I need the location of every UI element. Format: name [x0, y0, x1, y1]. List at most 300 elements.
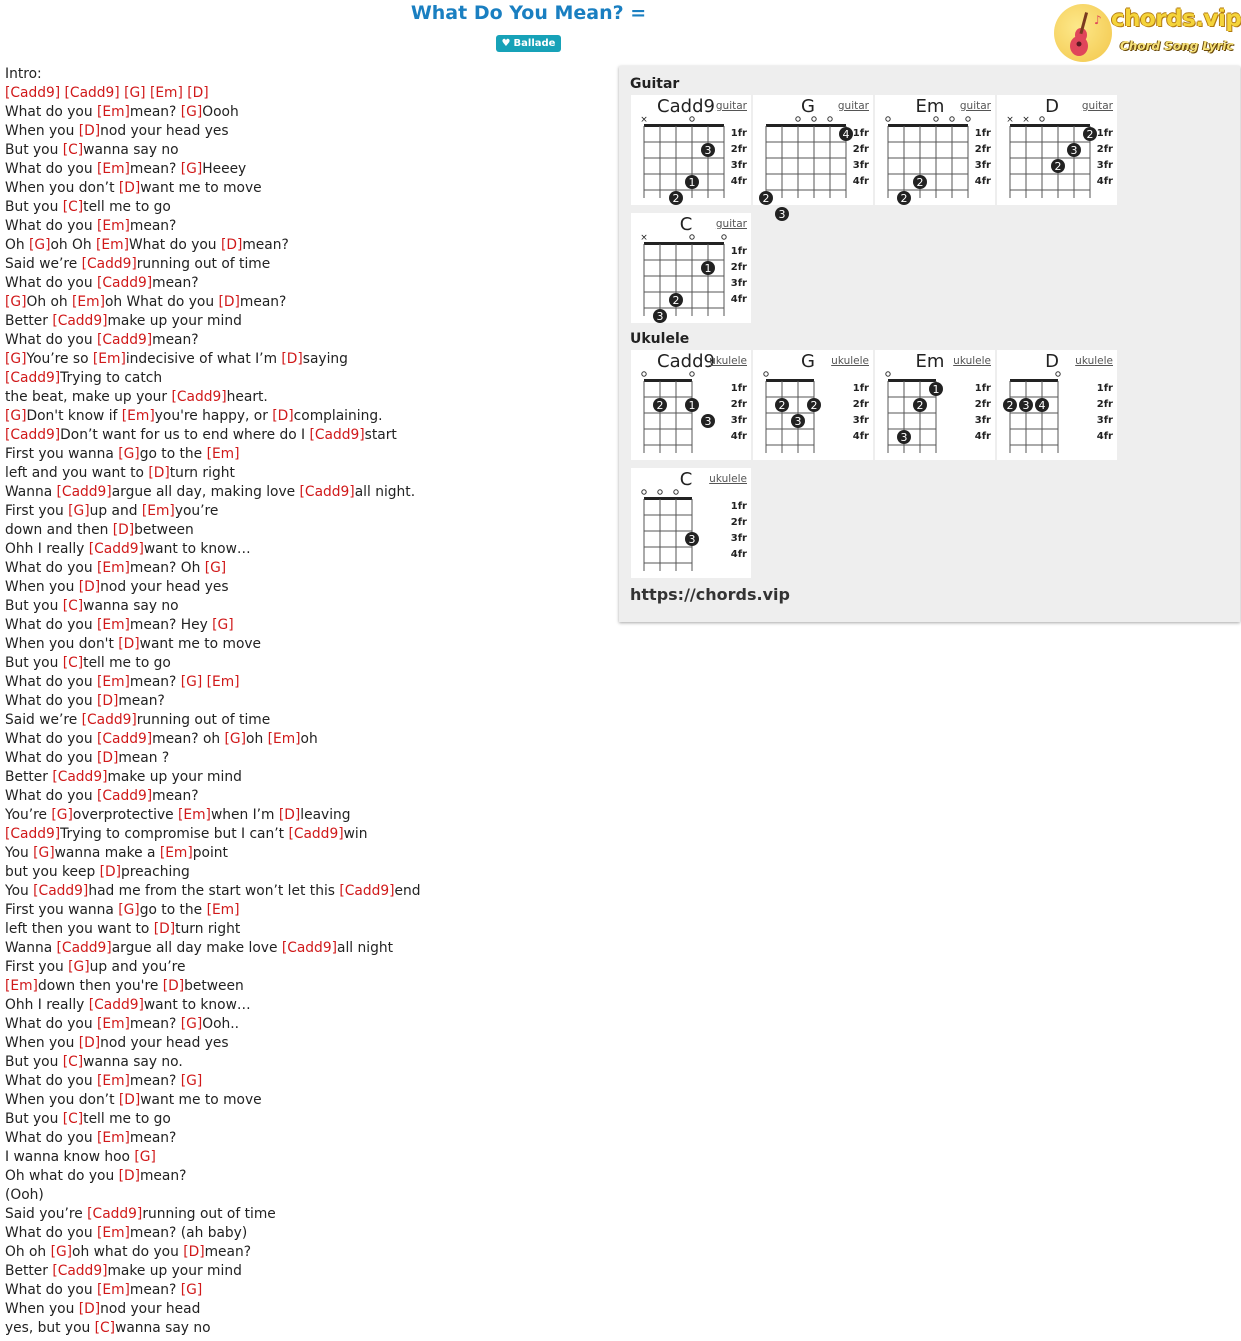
chord-link[interactable]: [Em] [206, 674, 240, 690]
chord-diagram-em[interactable] [875, 350, 995, 460]
chord-link[interactable]: [Em] [206, 446, 240, 462]
lyric-text: Intro: [5, 66, 42, 82]
heart-icon: ♥ [501, 38, 511, 49]
chord-link[interactable]: [Em] [96, 161, 130, 177]
lyric-line [5, 996, 605, 1015]
chord-link[interactable]: [G] [180, 1016, 203, 1032]
lyric-line [5, 958, 605, 977]
chord-link[interactable]: [D] [220, 237, 243, 253]
chord-link[interactable]: [D] [112, 522, 135, 538]
lyric-line [5, 483, 605, 502]
chord-link[interactable]: [G] [50, 1244, 73, 1260]
lyric-text: make up your mind [107, 313, 242, 329]
fret-label: 3fr [730, 278, 747, 289]
chord-link[interactable]: [D] [278, 807, 301, 823]
lyric-text: oh [246, 731, 268, 747]
lyric-text: mean? oh [152, 731, 225, 747]
fret-label: 1fr [974, 128, 991, 139]
chord-link[interactable]: [C] [62, 142, 84, 158]
chord-link[interactable]: [G] [180, 161, 203, 177]
svg-text:3: 3 [794, 415, 802, 428]
chord-link[interactable]: [Em] [96, 237, 129, 253]
chord-link[interactable]: [D] [78, 1035, 101, 1051]
chord-diagram-g[interactable] [753, 350, 873, 460]
chord-link[interactable]: [Cadd9] [96, 731, 153, 747]
svg-text:2: 2 [916, 176, 924, 189]
chord-link[interactable]: [G] [68, 503, 90, 519]
lyric-text: you’re [174, 503, 219, 519]
chord-link[interactable]: [Cadd9] [299, 484, 355, 500]
lyric-line [5, 217, 605, 236]
chord-link[interactable]: [Cadd9] [288, 826, 344, 842]
chord-link[interactable]: [Em] [96, 1282, 130, 1298]
lyric-text: end [394, 883, 421, 899]
lyric-text: heart. [226, 389, 268, 405]
chord-name: Cadd9 [657, 96, 715, 117]
lyric-text: nod your head yes [100, 579, 229, 595]
lyric-text: mean? [139, 1168, 187, 1184]
lyric-line [5, 1224, 605, 1243]
svg-text:×: × [640, 233, 648, 243]
chord-name: Em [915, 351, 945, 372]
chord-link[interactable]: [G] [180, 104, 203, 120]
lyric-line [5, 806, 605, 825]
chord-name: D [1045, 96, 1059, 117]
fret-label: 3fr [1096, 160, 1113, 171]
chord-link[interactable]: [G] [5, 294, 27, 310]
lyric-text: oh Oh [50, 237, 97, 253]
svg-text:2: 2 [916, 399, 924, 412]
chord-link[interactable]: [Em] [72, 294, 105, 310]
lyric-text: You [5, 845, 34, 861]
svg-text:3: 3 [704, 144, 712, 157]
chord-link[interactable]: [D] [187, 85, 209, 101]
chord-link[interactable]: [C] [62, 598, 84, 614]
lyric-text: Said we’re [5, 712, 82, 728]
lyric-text: When you don’t [5, 1092, 119, 1108]
lyric-line [5, 749, 605, 768]
lyric-text: What do you [5, 560, 97, 576]
lyric-text: mean? [129, 104, 181, 120]
chord-link[interactable]: [Em] [141, 503, 175, 519]
lyric-line [5, 350, 605, 369]
lyric-text: wanna say no [83, 142, 179, 158]
chord-link[interactable]: [D] [78, 1301, 101, 1317]
lyric-line [5, 502, 605, 521]
chord-link[interactable]: [Cadd9] [5, 427, 61, 443]
lyric-text: had me from the start won’t let this [88, 883, 340, 899]
lyric-text: mean? [118, 693, 165, 709]
chord-link[interactable]: [Em] [96, 617, 130, 633]
lyric-line [5, 768, 605, 787]
svg-text:2: 2 [778, 399, 786, 412]
chord-diagram-em[interactable] [875, 95, 995, 205]
chord-link[interactable]: [Cadd9] [171, 389, 227, 405]
lyric-text: turn right [175, 921, 241, 937]
fret-label: 1fr [730, 501, 747, 512]
lyric-text: But you [5, 655, 63, 671]
chord-link[interactable]: [D] [162, 978, 185, 994]
chord-link[interactable]: [D] [78, 123, 101, 139]
chord-link[interactable]: [D] [78, 579, 101, 595]
svg-text:4: 4 [1038, 399, 1046, 412]
instrument-link[interactable]: guitar [715, 218, 747, 230]
lyric-text: but you keep [5, 864, 100, 880]
lyric-text: when I’m [210, 807, 279, 823]
lyric-line [5, 160, 605, 179]
instrument-link[interactable]: ukulele [831, 355, 869, 367]
chord-link[interactable]: [Cadd9] [339, 883, 395, 899]
instrument-link[interactable]: ukulele [953, 355, 991, 367]
chord-link[interactable]: [D] [281, 351, 303, 367]
lyric-line [5, 597, 605, 616]
lyric-text: running out of time [142, 1206, 276, 1222]
chord-link[interactable]: [Em] [121, 408, 155, 424]
chord-link[interactable]: [G] [118, 446, 140, 462]
lyric-text: go to the [139, 902, 207, 918]
lyric-text: What do you [5, 1073, 97, 1089]
chord-link[interactable]: [C] [62, 655, 84, 671]
lyric-line [5, 426, 605, 445]
instrument-link[interactable]: guitar [1081, 100, 1113, 112]
fret-label: 4fr [730, 431, 747, 442]
lyric-line [5, 1034, 605, 1053]
chord-link[interactable]: [Cadd9] [96, 275, 153, 291]
chord-link[interactable]: [Em] [96, 104, 130, 120]
lyric-text: (Ooh) [5, 1187, 44, 1203]
chord-link[interactable]: [Em] [178, 807, 211, 823]
lyric-line [5, 939, 605, 958]
chord-link[interactable]: [Em] [96, 560, 130, 576]
chord-link[interactable]: [Cadd9] [52, 1263, 108, 1279]
lyric-line [5, 540, 605, 559]
lyric-text: argue all day make love [111, 940, 282, 956]
chord-link[interactable]: [C] [94, 1320, 116, 1336]
chord-link[interactable]: [G] [5, 351, 27, 367]
lyric-text: argue all day, making love [111, 484, 300, 500]
chord-link[interactable]: [Cadd9] [56, 940, 112, 956]
instrument-link[interactable]: guitar [837, 100, 869, 112]
lyric-text: But you [5, 1054, 63, 1070]
fret-label: 4fr [852, 176, 869, 187]
chord-link[interactable]: [Cadd9] [52, 313, 108, 329]
chord-link[interactable]: [G] [51, 807, 73, 823]
lyric-text: I wanna know hoo [5, 1149, 135, 1165]
chord-link[interactable]: [Em] [96, 218, 130, 234]
lyric-text: nod your head yes [100, 1035, 229, 1051]
lyric-text: What do you [5, 104, 97, 120]
chord-link[interactable]: [Em] [96, 1130, 130, 1146]
chord-link[interactable]: [C] [62, 199, 84, 215]
lyric-text: What do you [5, 788, 97, 804]
lyric-text: point [192, 845, 228, 861]
chord-link[interactable]: [D] [96, 750, 119, 766]
chord-link[interactable]: [Cadd9] [5, 826, 61, 842]
lyric-text: Oh oh [26, 294, 73, 310]
page-header [0, 0, 1240, 66]
lyric-text: What do you [5, 218, 97, 234]
lyric-line [5, 103, 605, 122]
lyric-text: complaining. [293, 408, 383, 424]
svg-text:2: 2 [672, 294, 680, 307]
lyric-text: Oh oh [5, 1244, 51, 1260]
lyric-line [5, 977, 605, 996]
fret-label: 3fr [1096, 415, 1113, 426]
chord-link[interactable]: [Cadd9] [33, 883, 89, 899]
lyric-text: What do you [5, 332, 97, 348]
lyric-text: mean? [204, 1244, 252, 1260]
chord-link[interactable]: [Cadd9] [96, 788, 153, 804]
lyric-text: oh What do you [104, 294, 219, 310]
chord-link[interactable]: [G] [204, 560, 227, 576]
chord-diagram-panel [619, 66, 1240, 622]
lyric-text: mean? [129, 1073, 181, 1089]
chord-link[interactable]: [Cadd9] [309, 427, 365, 443]
lyric-text: Ohh I really [5, 541, 89, 557]
chord-link[interactable]: [Cadd9] [96, 332, 153, 348]
chord-link[interactable]: [D] [183, 1244, 205, 1260]
lyric-text: What do you [5, 1130, 97, 1146]
instrument-link[interactable]: ukulele [1075, 355, 1113, 367]
lyric-text: Heeey [202, 161, 247, 177]
chord-name: C [679, 469, 693, 490]
chord-link[interactable]: [D] [148, 465, 170, 481]
lyric-text: mean? [239, 294, 287, 310]
lyric-text: go to the [139, 446, 207, 462]
fret-label: 3fr [730, 415, 747, 426]
lyric-line [5, 521, 605, 540]
lyric-line [5, 179, 605, 198]
svg-text:3: 3 [1022, 399, 1030, 412]
chord-diagram-cadd9[interactable] [631, 350, 751, 460]
chord-name: G [801, 351, 815, 372]
lyric-text: But you [5, 1111, 63, 1127]
song-title[interactable]: What Do You Mean? = [410, 2, 647, 24]
lyric-line [5, 369, 605, 388]
lyric-text: mean? [242, 237, 289, 253]
lyric-text: Oh what do you [5, 1168, 119, 1184]
lyric-text: overprotective [72, 807, 178, 823]
chord-link[interactable]: [Cadd9] [5, 370, 61, 386]
chord-link[interactable]: [Em] [159, 845, 193, 861]
lyric-line [5, 844, 605, 863]
lyric-text: wanna say no. [83, 1054, 183, 1070]
chord-link[interactable]: [Em] [92, 351, 126, 367]
chord-link[interactable]: [Em] [96, 1073, 130, 1089]
lyric-line [5, 901, 605, 920]
fret-label: 3fr [974, 415, 991, 426]
lyric-text: When you [5, 579, 79, 595]
chord-diagram-d[interactable] [997, 95, 1117, 205]
instrument-link[interactable]: ukulele [709, 355, 747, 367]
chord-link[interactable]: [Em] [149, 85, 183, 101]
chord-link[interactable]: [G] [118, 902, 140, 918]
chord-link[interactable]: [D] [272, 408, 294, 424]
chord-link[interactable]: [Cadd9] [5, 85, 61, 101]
chord-diagram-c[interactable] [631, 468, 751, 578]
chord-link[interactable]: [Cadd9] [56, 484, 112, 500]
chord-link[interactable]: [D] [153, 921, 176, 937]
fret-label: 1fr [730, 128, 747, 139]
chord-link[interactable]: [Cadd9] [81, 712, 137, 728]
chord-link[interactable]: [D] [96, 693, 119, 709]
chord-link[interactable]: [G] [29, 237, 51, 253]
svg-text:2: 2 [762, 192, 770, 205]
lyric-line [5, 920, 605, 939]
chord-link[interactable]: [Em] [206, 902, 240, 918]
chord-diagram-d[interactable] [997, 350, 1117, 460]
lyric-line [5, 255, 605, 274]
site-url-link[interactable]: https://chords.vip [630, 585, 790, 604]
chord-link[interactable]: [D] [118, 1168, 140, 1184]
chord-link[interactable]: [Em] [96, 674, 130, 690]
chord-link[interactable]: [G] [5, 408, 27, 424]
lyric-text: mean? [152, 275, 199, 291]
lyric-text: wanna make a [54, 845, 160, 861]
lyric-text: between [184, 978, 244, 994]
lyric-line [5, 635, 605, 654]
lyric-text: Ohh I really [5, 997, 89, 1013]
chord-link[interactable]: [D] [218, 294, 240, 310]
lyric-text: First you wanna [5, 902, 119, 918]
fret-label: 1fr [730, 383, 747, 394]
chord-diagram-g[interactable] [753, 95, 873, 221]
lyric-text: Better [5, 313, 53, 329]
fret-label: 4fr [852, 431, 869, 442]
lyric-text: running out of time [136, 256, 271, 272]
fret-label: 3fr [852, 415, 869, 426]
lyric-text: down then you're [37, 978, 163, 994]
chord-link[interactable]: [Cadd9] [64, 85, 120, 101]
lyric-text: mean? [129, 161, 181, 177]
lyric-line [5, 122, 605, 141]
lyric-line [5, 1072, 605, 1091]
lyric-text: What do you [5, 275, 97, 291]
lyric-line [5, 578, 605, 597]
fret-label: 1fr [1096, 128, 1113, 139]
lyric-line [5, 1186, 605, 1205]
chord-name: G [801, 96, 815, 117]
lyric-text: tell me to go [83, 655, 171, 671]
lyric-line [5, 1110, 605, 1129]
instrument-link[interactable]: ukulele [709, 473, 747, 485]
chord-link[interactable]: [D] [118, 636, 140, 652]
chord-link[interactable]: [C] [62, 1111, 84, 1127]
fret-label: 2fr [1096, 144, 1113, 155]
lyric-text: Trying to compromise but I can’t [60, 826, 289, 842]
svg-text:×: × [1022, 115, 1030, 125]
ukulele-heading: Ukulele [630, 331, 690, 347]
svg-text:3: 3 [778, 208, 786, 221]
site-logo[interactable] [1054, 2, 1241, 64]
chord-link[interactable]: [Em] [5, 978, 38, 994]
chord-link[interactable]: [Cadd9] [52, 769, 108, 785]
lyric-text: What do you [5, 674, 97, 690]
chord-link[interactable]: [Cadd9] [87, 1206, 143, 1222]
svg-text:2: 2 [1086, 128, 1094, 141]
fret-label: 2fr [730, 399, 747, 410]
lyric-line [5, 673, 605, 692]
chord-link[interactable]: [G] [180, 674, 203, 690]
lyric-text: want to know… [143, 541, 251, 557]
fret-label: 4fr [730, 294, 747, 305]
lyric-line [5, 863, 605, 882]
lyric-text: What do you [5, 1016, 97, 1032]
svg-text:2: 2 [656, 399, 664, 412]
lyric-text: all night. [354, 484, 416, 500]
instrument-link[interactable]: guitar [959, 100, 991, 112]
lyric-text: wanna say no [83, 598, 179, 614]
chord-link[interactable]: [D] [118, 1092, 141, 1108]
chord-link[interactable]: [G] [33, 845, 55, 861]
svg-text:1: 1 [688, 399, 696, 412]
lyric-line [5, 1319, 605, 1338]
chord-link[interactable]: [Cadd9] [88, 541, 144, 557]
chord-diagram-cadd9[interactable] [631, 95, 751, 205]
lyric-text: Ooh.. [202, 1016, 240, 1032]
chord-link[interactable]: [Cadd9] [281, 940, 337, 956]
lyric-line [5, 464, 605, 483]
chord-link[interactable]: [G] [212, 617, 234, 633]
chord-link[interactable]: [D] [118, 180, 141, 196]
lyric-text: But you [5, 142, 63, 158]
lyric-text: What do you [5, 750, 97, 766]
svg-text:2: 2 [1006, 399, 1014, 412]
lyric-text: mean? Hey [129, 617, 213, 633]
lyric-text: What do you [128, 237, 221, 253]
lyric-text: mean? [129, 1130, 177, 1146]
lyric-text: Don't know if [26, 408, 122, 424]
chord-link[interactable]: [G] [134, 1149, 156, 1165]
chord-link[interactable]: [G] [180, 1073, 203, 1089]
lyric-line [5, 730, 605, 749]
lyric-text: want me to move [140, 1092, 262, 1108]
fret-label: 2fr [974, 399, 991, 410]
chord-link[interactable]: [C] [62, 1054, 84, 1070]
chord-link[interactable]: [Em] [267, 731, 301, 747]
lyric-text: You’re [5, 807, 52, 823]
chord-link[interactable]: [D] [99, 864, 122, 880]
lyric-text: What do you [5, 617, 97, 633]
chord-link[interactable]: [G] [180, 1282, 203, 1298]
lyric-text: down and then [5, 522, 113, 538]
chord-link[interactable]: [G] [124, 85, 146, 101]
chord-link[interactable]: [G] [224, 731, 247, 747]
chord-link[interactable]: [Em] [96, 1016, 130, 1032]
lyric-text: start [364, 427, 397, 443]
chord-diagram-c[interactable] [631, 213, 751, 323]
lyric-text: What do you [5, 731, 97, 747]
svg-text:2: 2 [672, 192, 680, 205]
instrument-link[interactable]: guitar [715, 100, 747, 112]
svg-text:♪: ♪ [1094, 13, 1102, 27]
lyric-text: You [5, 883, 34, 899]
lyric-line [5, 1167, 605, 1186]
lyric-line [5, 293, 605, 312]
svg-text:1: 1 [704, 262, 712, 275]
svg-text:3: 3 [656, 310, 664, 323]
genre-badge[interactable] [496, 35, 561, 52]
fret-label: 3fr [730, 533, 747, 544]
chord-link[interactable]: [Cadd9] [88, 997, 144, 1013]
lyric-line [5, 65, 605, 84]
fret-label: 4fr [974, 176, 991, 187]
chord-link[interactable]: [G] [68, 959, 90, 975]
chord-link[interactable]: [Cadd9] [81, 256, 137, 272]
chord-link[interactable]: [Em] [96, 1225, 130, 1241]
lyric-text: Oooh [202, 104, 239, 120]
lyric-text: mean? [152, 332, 199, 348]
